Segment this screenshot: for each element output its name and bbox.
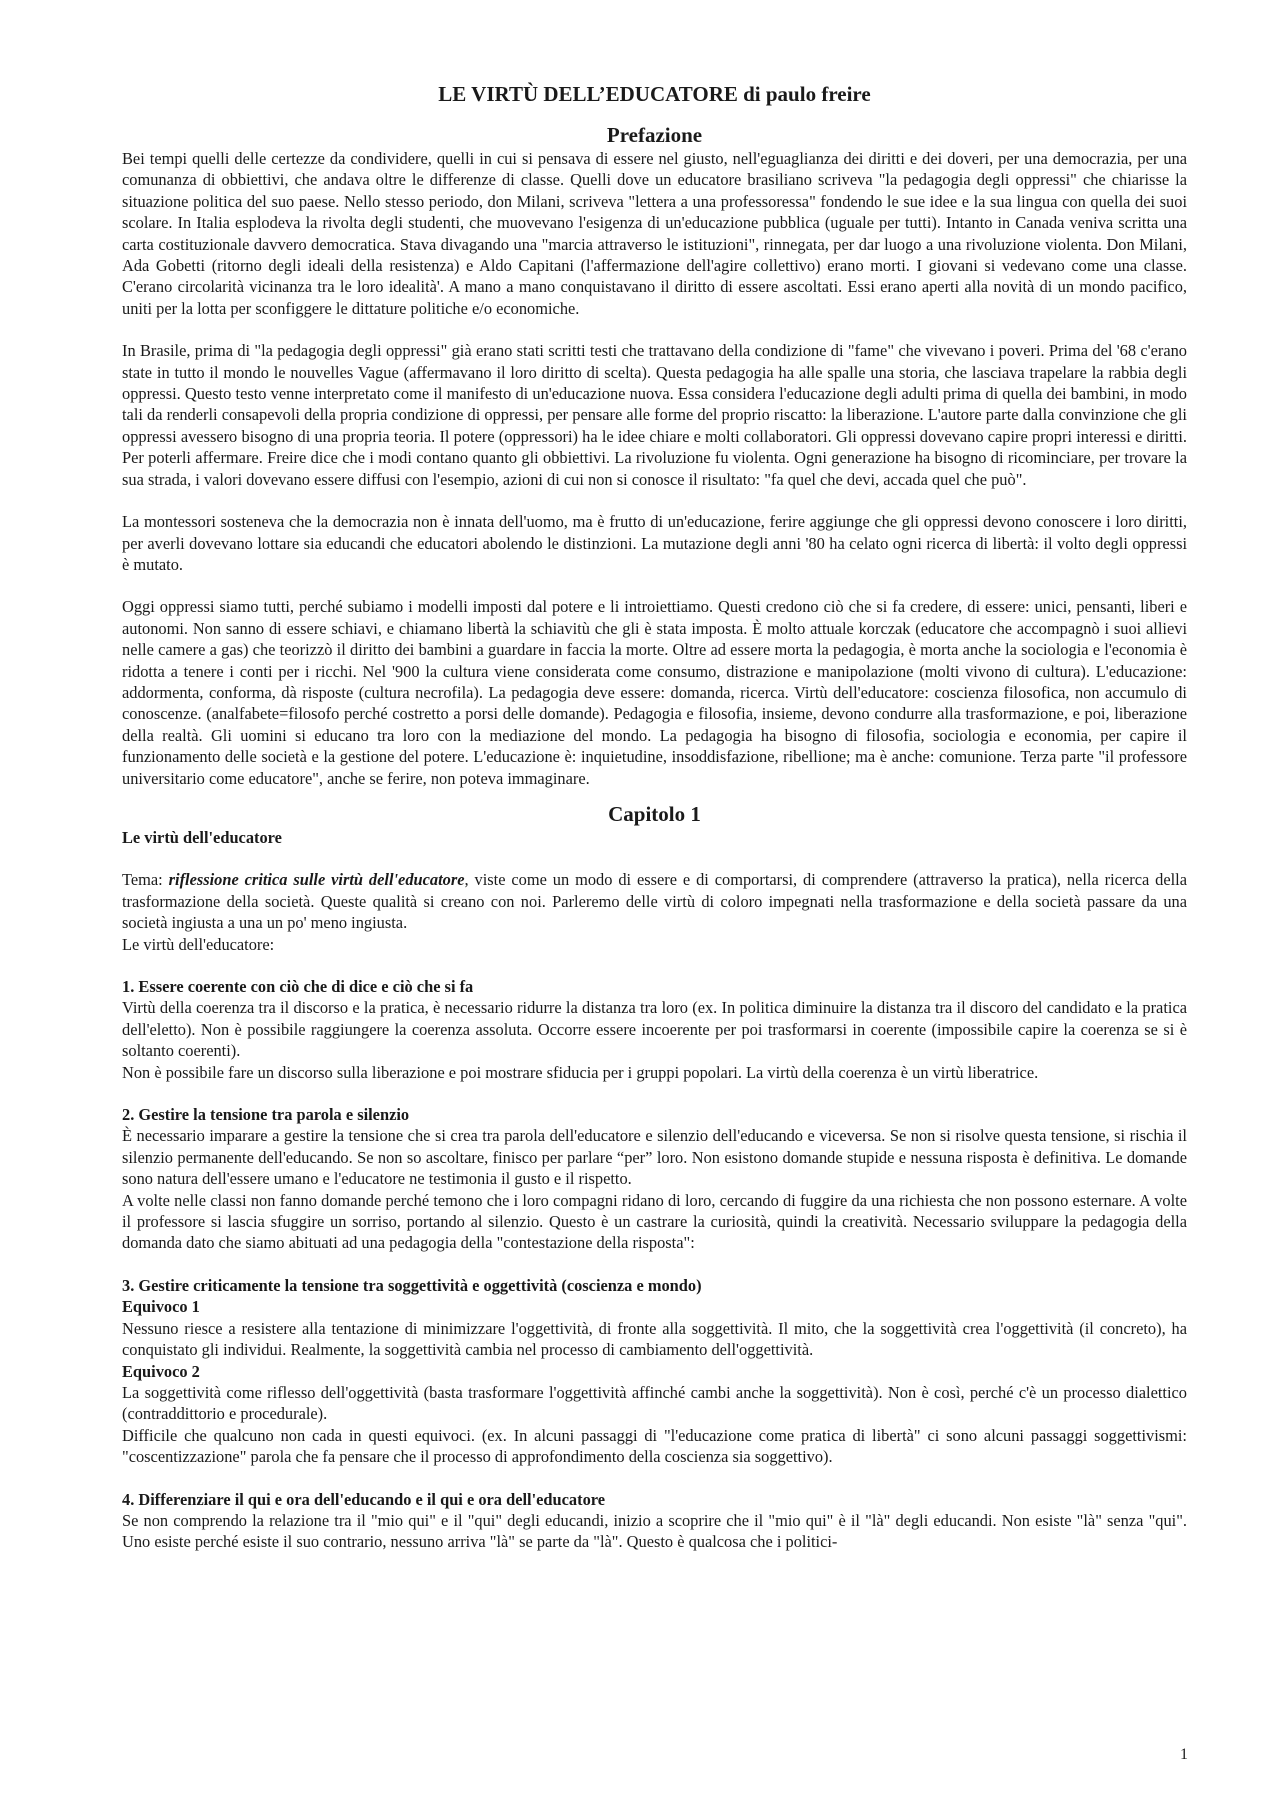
paragraph: Bei tempi quelli delle certezze da condividere, quelli in cui si pensava di essere nel giusto, nell'eguaglianza dei diritti e dei doveri, per una democrazia, per una comunanza di obbiettivi, che andava oltre le differenze di classe. Quelli dove un educatore brasiliano scriveva "la pedagogia degli oppressi" che chiarisse la situazione politica del suo paese. Nello stesso periodo, don Milani, scriveva "lettera a una professoressa" fondendo le sue idee e la sua lingua con quella dei suoi scolare. In Italia esplodeva la rivolta degli studenti, che muovevano l'esigenza di un'educazione pubblica (uguale per tutti). Intanto in Canada veniva scritta una carta costituzionale davvero democratica. Stava divagando una "marcia attraverso le istituzioni", rinnegata, per dar luogo a una rivoluzione violenta. Don Milani, Ada Gobetti (ritorno degli ideali della resistenza) e Aldo Capitani (l'affermazione dell'agire collettivo) erano morti. I giovani si vedevano come una classe. C'erano circolarità vicinanza tra le loro idealità'. A mano a mano conquistavano il diritto di essere ascoltati. Essi erano aperti alla novità di un mondo pacifico, uniti per la lotta per sconfiggere le dittature politiche e/o economiche. (122, 149, 1187, 318)
section-heading-capitolo: Capitolo 1 (608, 801, 701, 826)
tema-lead: Tema: (122, 870, 169, 890)
document-title: LE VIRTÙ DELL’EDUCATORE di paulo freire (438, 82, 871, 106)
chapter-subtitle: Le virtù dell'educatore (122, 827, 282, 847)
paragraph-tema (122, 869, 1187, 933)
paragraph: Difficile che qualcuno non cada in questi equivoci. (ex. In alcuni passaggi di "l'educazione come pratica di libertà" ci sono alcuni passaggi soggettivismi: "coscentizzazione" parola che fa pensare che il processo di approfondimento della coscienza sia soggettivo). (122, 1425, 1187, 1467)
paragraph: La soggettività come riflesso dell'oggettività (basta trasformare l'oggettività affinché cambi anche la soggettività). Non è così, perché c'è un processo dialettico (contraddittorio e procedurale). (122, 1382, 1187, 1424)
paragraph: Non è possibile fare un discorso sulla liberazione e poi mostrare sfiducia per i gruppi popolari. La virtù della coerenza è un virtù liberatrice. (122, 1062, 1039, 1082)
paragraph: La montessori sosteneva che la democrazia non è innata dell'uomo, ma è frutto di un'educazione, ferire aggiunge che gli oppressi devono conoscere i loro diritti, per averli dovevano lottare sia educandi che educatori abolendo le distinzioni. La mutazione degli anni '80 ha celato ogni ricerca di libertà: il volto degli oppressi è mutato. (122, 512, 1187, 574)
paragraph: Nessuno riesce a resistere alla tentazione di minimizzare l'oggettività, di fronte alla soggettività. Il mito, che la soggettività crea l'oggettività (il concreto), ha conquistato gli individui. Realmente, la soggettività cambia nel processo di cambiamento dell'oggettività. (122, 1318, 1187, 1360)
virtue-heading-2: 2. Gestire la tensione tra parola e silenzio (122, 1105, 410, 1125)
paragraph: Se non comprendo la relazione tra il "mio qui" e il "qui" degli educandi, inizio a scoprire che il "mio qui" è il "là" degli educandi. Non esiste "là" senza "qui". Uno esiste perché esiste il suo contrario, nessuno arriva "là" se parte da "là". Questo è qualcosa che i politici- (122, 1510, 1187, 1552)
paragraph: È necessario imparare a gestire la tensione che si crea tra parola dell'educatore e silenzio dell'educando e viceversa. Se non si risolve questa tensione, si rischia il silenzio permanente dell'educando. Se non so ascoltare, finisco per parlare “per” loro. Non esistono domande stupide e nessuna risposta è definitiva. Le domande sono natura dell'essere umano e l'educatore ne testimonia il gusto e il rispetto. (122, 1126, 1187, 1189)
paragraph: In Brasile, prima di "la pedagogia degli oppressi" già erano stati scritti testi che trattavano della condizione di "fame" che vivevano i poveri. Prima del '68 c'erano state in tutto il mondo le nouvelles Vague (affermavano il loro diritto di scelta). Questa pedagogia ha alle spalle una storia, che lasciava trapelare la rabbia degli oppressi. Questo testo venne interpretato come il manifesto di un'educazione nuova. Essa considera l'educazione degli adulti prima di quella dei bambini, in modo tali da renderli consapevoli della propria condizione di oppressi, per pensare alle forme del proprio riscatto: la liberazione. L'autore parte dalla convinzione che gli oppressi avessero bisogno di una propria teoria. Il potere (oppressori) ha le idee chiare e molti collaboratori. Gli oppressi dovevano capire propri interessi e diritti. Per poterli affermare. Freire dice che i modi contano quanto gli obbiettivi. La rivoluzione fu violenta. Ogni generazione ha bisogno di ricominciare, per trovare la sua strada, i valori dovevano essere diffusi con l'esempio, azioni di cui non si conosce il risultato: "fa quel che devi, accada quel che può". (122, 341, 1187, 489)
paragraph: A volte nelle classi non fanno domande perché temono che i loro compagni ridano di loro, cercando di fuggire da una richiesta che non possono esternare. A volte il professore si lascia sfuggire un sorriso, portando al silenzio. Questo è un castrare la curiosità, quindi la creatività. Necessario sviluppare la pedagogia della domanda dato che siamo abituati ad una pedagogia della "contestazione della risposta": (122, 1190, 1187, 1253)
section-heading-prefazione: Prefazione (606, 123, 703, 147)
virtue-heading-4: 4. Differenziare il qui e ora dell'educando e il qui e ora dell'educatore (122, 1489, 606, 1509)
page-number: 1 (1180, 1746, 1188, 1763)
equivoco-2-title: Equivoco 2 (122, 1361, 200, 1381)
virtue-heading-3: 3. Gestire criticamente la tensione tra soggettività e oggettività (coscienza e mondo) (122, 1275, 702, 1295)
tema-rest: , viste come un modo di essere e di comportarsi, di comprendere (attraverso la pratica), nella ricerca della trasformazione della società. Queste qualità si creano con noi. Parleremo delle virtù di coloro impegnati nella trasformazione e della società passare da una società ingiusta a una un po' meno ingiusta. (122, 870, 1187, 933)
paragraph: Virtù della coerenza tra il discorso e la pratica, è necessario ridurre la distanza tra loro (ex. In politica diminuire la distanza tra il discoro del candidato e la pratica dell'eletto). Non è possibile raggiungere la coerenza assoluta. Occorre essere incoerente per poi trasformarsi in coerente (impossibile capire la coerenza se si è soltanto coerenti). (122, 998, 1187, 1061)
paragraph: Oggi oppressi siamo tutti, perché subiamo i modelli imposti dal potere e li introiettiamo. Questi credono ciò che si fa credere, di essere: unici, pensanti, liberi e autonomi. Non sanno di essere schiavi, e chiamano libertà la schiavitù che gli è stata imposta. È molto attuale korczak (educatore che accompagnò i suoi allievi nelle camere a gas) che teorizzò il diritto dei bambini a guardare in faccia la morte. Oltre ad essere morta la pedagogia, è morta anche la sociologia e l'economia è ridotta a tenere i conti per i ricchi. Nel '900 la cultura viene considerata come consumo, distrazione e manipolazione (molti vivono di cultura). L'educazione: addormenta, conforma, dà risposte (cultura necrofila). La pedagogia deve essere: domanda, ricerca. Virtù dell'educatore: coscienza filosofica, non accumulo di conoscenze. (analfabete=filosofo perché costretto a porsi delle domande). Pedagogia e filosofia, insieme, devono condurre alla trasformazione, e poi, liberazione della realtà. Gli uomini si educano tra loro con la mediazione del mondo. La pedagogia ha bisogno di filosofia, sociologia e economia, per capire il funzionamento delle società e la gestione del potere. L'educazione è: inquietudine, insoddisfazione, ribellione; ma è anche: comunione. Terza parte "il professore universitario come educatore", anche se ferire, non poteva immaginare. (122, 597, 1187, 788)
equivoco-1-title: Equivoco 1 (122, 1297, 200, 1317)
tema-emphasis: riflessione critica sulle virtù dell'educatore (168, 870, 465, 890)
list-intro: Le virtù dell'educatore: (122, 934, 275, 954)
virtue-heading-1: 1. Essere coerente con ciò che di dice e ciò che si fa (122, 977, 474, 996)
